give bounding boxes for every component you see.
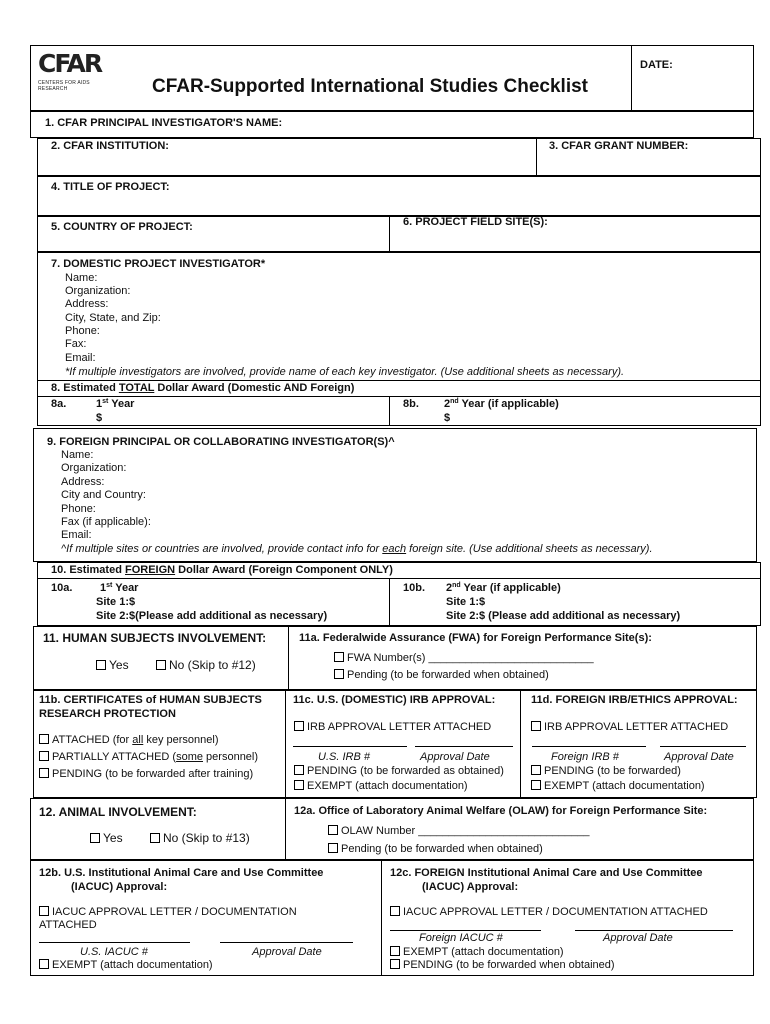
- award-10a-site2: Site 2:$(Please add additional as necessary): [96, 610, 328, 622]
- foreign-investigator-heading: 9. FOREIGN PRINCIPAL OR COLLABORATING INVESTIGATOR(S)^: [47, 436, 395, 448]
- human-subjects-yes-checkbox[interactable]: [96, 660, 106, 670]
- award-10a-site1: Site 1:$: [96, 596, 136, 608]
- divider-11-11a: [288, 626, 289, 690]
- foreign-irb-pending-checkbox[interactable]: [531, 765, 541, 775]
- divider-7-8: [37, 380, 761, 381]
- award-8b-dollar: $: [444, 412, 451, 424]
- foreign-irb-letter-checkbox[interactable]: [531, 721, 541, 731]
- award-10b-number: 10b.: [403, 582, 426, 594]
- domestic-investigator-heading: 7. DOMESTIC PROJECT INVESTIGATOR*: [51, 258, 266, 270]
- page-title: CFAR-Supported International Studies Checklist: [152, 76, 588, 97]
- us-irb-number-caption: U.S. IRB #: [318, 751, 370, 763]
- human-subjects-no-checkbox[interactable]: [156, 660, 166, 670]
- animal-yes-label: Yes: [103, 831, 123, 845]
- certificates-partial-underlined: some: [176, 751, 203, 763]
- domestic-field-organization: Organization:: [65, 285, 131, 297]
- foreign-iacuc-exempt-checkbox[interactable]: [390, 946, 400, 956]
- animal-yes[interactable]: [90, 832, 123, 845]
- award-8b-year-text: Year (if applicable): [458, 398, 559, 410]
- foreign-field-city: City and Country:: [61, 489, 146, 501]
- foreign-award-heading: [51, 564, 393, 577]
- divider-12b-12c: [381, 860, 382, 976]
- award-8b-year-sup: nd: [450, 398, 459, 405]
- human-subjects-no-label: No (Skip to #12): [169, 658, 256, 672]
- foreign-irb-pending-option[interactable]: [531, 765, 681, 778]
- domestic-field-fax: Fax:: [65, 338, 87, 350]
- olaw-pending-option[interactable]: [328, 843, 543, 856]
- foreign-award-post: Dollar Award (Foreign Component ONLY): [175, 564, 393, 576]
- domestic-field-email: Email:: [65, 352, 96, 364]
- us-irb-letter-checkbox[interactable]: [294, 721, 304, 731]
- total-award-post: Dollar Award (Domestic AND Foreign): [154, 382, 355, 394]
- foreign-iacuc-pending-checkbox[interactable]: [390, 959, 400, 969]
- us-iacuc-exempt-label: EXEMPT (attach documentation): [52, 959, 213, 971]
- foreign-irb-exempt-label: EXEMPT (attach documentation): [544, 780, 705, 792]
- certificates-attached-underlined: all: [132, 734, 144, 746]
- award-10a-year: [100, 582, 138, 595]
- field-sites-label: 6. PROJECT FIELD SITE(S):: [403, 216, 548, 228]
- award-10a-year-sup: st: [106, 582, 113, 589]
- pi-name-label: 1. CFAR PRINCIPAL INVESTIGATOR'S NAME:: [45, 117, 283, 129]
- animal-no-label: No (Skip to #13): [163, 831, 250, 845]
- foreign-irb-number-caption: Foreign IRB #: [551, 751, 619, 763]
- section-7-8-box: [37, 252, 761, 426]
- award-10b-year-n: 2: [446, 582, 453, 594]
- divider-5-6: [389, 216, 390, 252]
- olaw-number-option[interactable]: [328, 825, 590, 838]
- award-8a-year-n: 1: [96, 398, 103, 410]
- foreign-iacuc-number-line[interactable]: [390, 930, 541, 931]
- domestic-field-name: Name:: [65, 272, 98, 284]
- us-irb-exempt-label: EXEMPT (attach documentation): [307, 780, 468, 792]
- us-irb-date-caption: Approval Date: [420, 751, 490, 763]
- foreign-irb-letter-label: IRB APPROVAL LETTER ATTACHED: [544, 721, 729, 733]
- us-irb-number-line[interactable]: [293, 746, 407, 747]
- animal-involvement-heading: 12. ANIMAL INVOLVEMENT:: [39, 805, 197, 819]
- olaw-number-label: OLAW Number ____________________________: [341, 825, 590, 837]
- foreign-irb-letter-option[interactable]: [531, 721, 728, 734]
- logo-subtitle: CENTERS FOR AIDS RESEARCH: [38, 80, 90, 92]
- award-8a-year: [96, 398, 134, 411]
- date-label: DATE:: [640, 59, 673, 71]
- human-subjects-heading: 11. HUMAN SUBJECTS INVOLVEMENT:: [43, 631, 267, 645]
- award-10b-site2: Site 2:$ (Please add additional as necessary): [446, 610, 681, 622]
- foreign-note-underlined: each: [382, 543, 407, 555]
- award-10b-year-text: Year (if applicable): [460, 582, 561, 594]
- foreign-irb-exempt-option[interactable]: [531, 780, 705, 793]
- olaw-pending-label: Pending (to be forwarded when obtained): [341, 843, 543, 855]
- foreign-iacuc-date-caption: Approval Date: [603, 932, 673, 944]
- animal-no[interactable]: [150, 832, 250, 845]
- us-iacuc-date-line[interactable]: [220, 942, 353, 943]
- country-label: 5. COUNTRY OF PROJECT:: [51, 221, 193, 233]
- foreign-iacuc-heading-2: (IACUC) Approval:: [422, 881, 519, 893]
- us-iacuc-heading-2: (IACUC) Approval:: [71, 881, 168, 893]
- cfar-logo: [38, 50, 118, 98]
- foreign-irb-date-caption: Approval Date: [664, 751, 734, 763]
- foreign-iacuc-heading-1: 12c. FOREIGN Institutional Animal Care and Use Committee: [390, 867, 703, 879]
- us-irb-exempt-checkbox[interactable]: [294, 780, 304, 790]
- foreign-note-post: foreign site. (Use additional sheets as necessary).: [406, 543, 653, 555]
- animal-no-checkbox[interactable]: [150, 833, 160, 843]
- human-subjects-yes-label: Yes: [109, 658, 129, 672]
- award-8b-year: [444, 398, 559, 411]
- certificates-attached-post: key personnel): [143, 734, 219, 746]
- us-irb-date-line[interactable]: [415, 746, 513, 747]
- certificates-pending-label: PENDING (to be forwarded after training): [52, 768, 254, 780]
- grant-number-label: 3. CFAR GRANT NUMBER:: [549, 140, 689, 152]
- fwa-heading: 11a. Federalwide Assurance (FWA) for Foreign Performance Site(s):: [299, 632, 652, 644]
- foreign-award-pre: 10. Estimated: [51, 564, 125, 576]
- total-award-heading: [51, 382, 354, 395]
- olaw-pending-checkbox[interactable]: [328, 843, 338, 853]
- certificates-partial-checkbox[interactable]: [39, 751, 49, 761]
- award-8a-year-sup: st: [102, 398, 109, 405]
- total-award-underlined: TOTAL: [118, 382, 155, 394]
- fwa-number-option[interactable]: [334, 652, 594, 665]
- foreign-irb-date-line[interactable]: [660, 746, 746, 747]
- foreign-iacuc-letter-label: IACUC APPROVAL LETTER / DOCUMENTATION ATTACHED: [403, 906, 708, 918]
- us-iacuc-number-caption: U.S. IACUC #: [80, 946, 148, 958]
- us-irb-letter-option[interactable]: [294, 721, 491, 734]
- us-iacuc-date-caption: Approval Date: [252, 946, 322, 958]
- award-8a-number: 8a.: [51, 398, 67, 410]
- certificates-attached-checkbox[interactable]: [39, 734, 49, 744]
- certificates-heading-1: 11b. CERTIFICATES of HUMAN SUBJECTS: [39, 694, 262, 706]
- divider-8a-8b: [389, 396, 390, 426]
- certificates-partial-option[interactable]: [39, 751, 258, 764]
- foreign-field-address: Address:: [61, 476, 105, 488]
- foreign-iacuc-letter-checkbox[interactable]: [390, 906, 400, 916]
- domestic-field-phone: Phone:: [65, 325, 100, 337]
- foreign-field-fax: Fax (if applicable):: [61, 516, 151, 528]
- foreign-award-underlined: FOREIGN: [124, 564, 176, 576]
- divider-2-3: [536, 138, 537, 176]
- us-iacuc-letter-label-2: ATTACHED: [39, 919, 97, 931]
- award-10a-year-n: 1: [100, 582, 107, 594]
- us-iacuc-letter-label-1: IACUC APPROVAL LETTER / DOCUMENTATION: [52, 906, 297, 918]
- certificates-partial-post: personnel): [203, 751, 259, 763]
- foreign-field-name: Name:: [61, 449, 94, 461]
- olaw-number-checkbox[interactable]: [328, 825, 338, 835]
- certificates-attached-option[interactable]: [39, 734, 219, 747]
- certificates-pending-option[interactable]: [39, 768, 253, 781]
- fwa-pending-label: Pending (to be forwarded when obtained): [347, 669, 549, 681]
- logo-word: CFAR: [38, 49, 102, 78]
- foreign-iacuc-date-line[interactable]: [575, 930, 733, 931]
- header-divider: [631, 45, 632, 111]
- award-10b-site1: Site 1:$: [446, 596, 486, 608]
- us-iacuc-exempt-option[interactable]: [39, 959, 213, 972]
- award-8b-number: 8b.: [403, 398, 419, 410]
- divider-11c-11d: [520, 690, 521, 798]
- divider-8-sub: [37, 396, 761, 397]
- award-8b-year-n: 2: [444, 398, 451, 410]
- human-subjects-no[interactable]: [156, 659, 256, 672]
- fwa-number-label: FWA Number(s) ___________________________: [347, 652, 594, 664]
- certificates-pending-checkbox[interactable]: [39, 768, 49, 778]
- foreign-irb-pending-label: PENDING (to be forwarded): [544, 765, 681, 777]
- domestic-field-city: City, State, and Zip:: [65, 312, 161, 324]
- certificates-attached-pre: ATTACHED (for: [52, 734, 133, 746]
- total-award-pre: 8. Estimated: [51, 382, 119, 394]
- foreign-iacuc-exempt-label: EXEMPT (attach documentation): [403, 946, 564, 958]
- fwa-pending-checkbox[interactable]: [334, 669, 344, 679]
- human-subjects-yes[interactable]: [96, 659, 129, 672]
- domestic-field-address: Address:: [65, 298, 109, 310]
- foreign-field-email: Email:: [61, 529, 92, 541]
- foreign-iacuc-pending-option[interactable]: [390, 959, 615, 972]
- us-irb-letter-label: IRB APPROVAL LETTER ATTACHED: [307, 721, 492, 733]
- divider-10-sub: [37, 578, 761, 579]
- divider-11b-11c: [285, 690, 286, 798]
- award-10a-year-text: Year: [112, 582, 139, 594]
- us-iacuc-letter-option[interactable]: [39, 906, 297, 919]
- fwa-pending-option[interactable]: [334, 669, 549, 682]
- olaw-heading: 12a. Office of Laboratory Animal Welfare (OLAW) for Foreign Performance Site:: [294, 805, 708, 817]
- certificates-partial-pre: PARTIALLY ATTACHED (: [52, 751, 177, 763]
- us-iacuc-letter-checkbox[interactable]: [39, 906, 49, 916]
- foreign-note: [61, 543, 653, 556]
- us-irb-pending-option[interactable]: [294, 765, 504, 778]
- foreign-field-phone: Phone:: [61, 503, 96, 515]
- project-title-label: 4. TITLE OF PROJECT:: [51, 181, 170, 193]
- domestic-note: *If multiple investigators are involved, provide name of each key investigator. (Use additional sheets as necessary).: [65, 366, 625, 378]
- us-iacuc-number-line[interactable]: [39, 942, 190, 943]
- us-irb-pending-checkbox[interactable]: [294, 765, 304, 775]
- award-10b-year: [446, 582, 561, 595]
- us-iacuc-exempt-checkbox[interactable]: [39, 959, 49, 969]
- foreign-iacuc-number-caption: Foreign IACUC #: [419, 932, 503, 944]
- fwa-number-checkbox[interactable]: [334, 652, 344, 662]
- foreign-irb-exempt-checkbox[interactable]: [531, 780, 541, 790]
- foreign-iacuc-exempt-option[interactable]: [390, 946, 564, 959]
- us-irb-exempt-option[interactable]: [294, 780, 468, 793]
- award-10a-number: 10a.: [51, 582, 73, 594]
- award-10b-year-sup: nd: [452, 582, 461, 589]
- foreign-field-organization: Organization:: [61, 462, 127, 474]
- us-iacuc-heading-1: 12b. U.S. Institutional Animal Care and Use Committee: [39, 867, 324, 879]
- foreign-irb-heading: 11d. FOREIGN IRB/ETHICS APPROVAL:: [531, 694, 738, 706]
- certificates-heading-2: RESEARCH PROTECTION: [39, 708, 176, 720]
- us-irb-heading: 11c. U.S. (DOMESTIC) IRB APPROVAL:: [293, 694, 496, 706]
- animal-yes-checkbox[interactable]: [90, 833, 100, 843]
- foreign-note-pre: ^If multiple sites or countries are involved, provide contact info for: [61, 543, 383, 555]
- divider-10a-10b: [389, 578, 390, 626]
- divider-12-12a: [285, 798, 286, 860]
- institution-label: 2. CFAR INSTITUTION:: [51, 140, 169, 152]
- foreign-irb-number-line[interactable]: [532, 746, 646, 747]
- us-irb-pending-label: PENDING (to be forwarded as obtained): [307, 765, 504, 777]
- foreign-iacuc-pending-label: PENDING (to be forwarded when obtained): [403, 959, 615, 971]
- foreign-iacuc-letter-option[interactable]: [390, 906, 708, 919]
- award-8a-dollar: $: [96, 412, 103, 424]
- award-8a-year-text: Year: [108, 398, 135, 410]
